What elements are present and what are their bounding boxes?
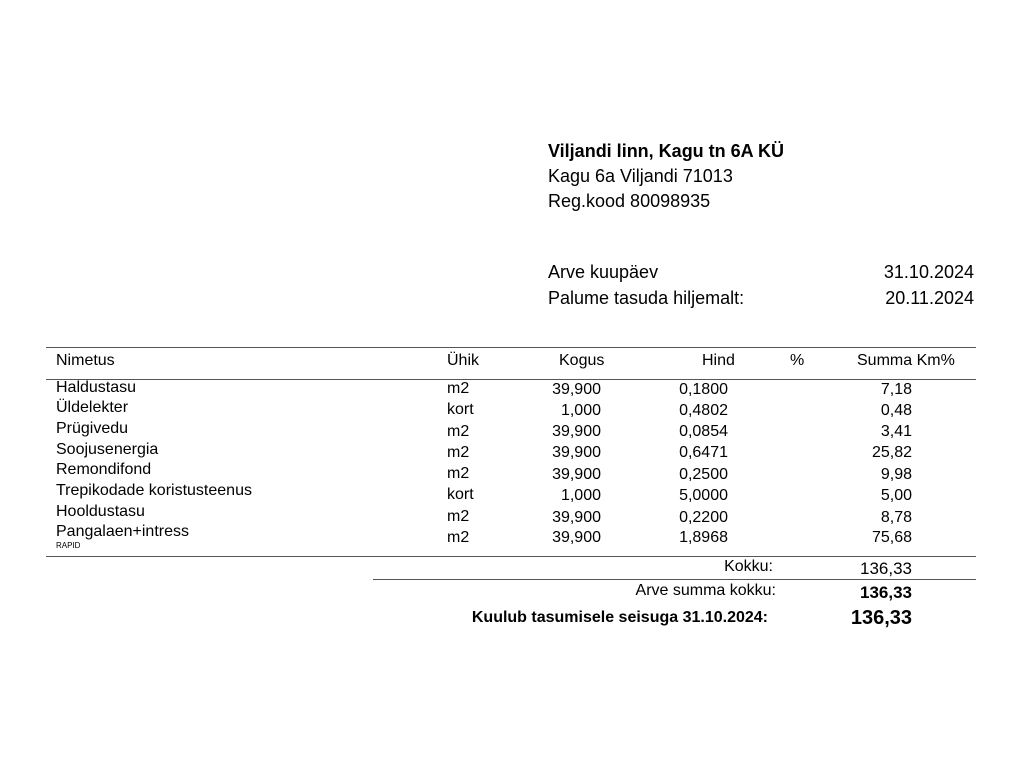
- row-sum: 8,78: [880, 509, 912, 526]
- row-price: 0,6471: [679, 444, 728, 461]
- column-header-price: Hind: [702, 352, 735, 369]
- invoice-date-value: 31.10.2024: [883, 262, 974, 282]
- subtotal-label: Kokku:: [724, 558, 773, 575]
- row-name: Haldustasu: [56, 379, 137, 396]
- invoice-total-label: Arve summa kokku:: [635, 582, 776, 599]
- company-reg-code: Reg.kood 80098935: [548, 191, 711, 211]
- row-price: 0,2200: [679, 509, 728, 526]
- table-items-divider: [46, 556, 976, 557]
- row-price: 0,1800: [679, 381, 728, 398]
- row-name: Prügivedu: [56, 420, 129, 437]
- invoice-due-value: 20.11.2024: [885, 288, 974, 308]
- column-header-percent: %: [790, 352, 805, 369]
- row-price: 1,8968: [679, 529, 728, 546]
- company-name: Viljandi linn, Kagu tn 6A KÜ: [548, 141, 785, 161]
- column-header-quantity: Kogus: [559, 352, 605, 369]
- row-unit: kort: [447, 401, 474, 418]
- row-sum: 9,98: [880, 466, 912, 483]
- column-header-unit: Ühik: [447, 352, 480, 369]
- row-quantity: 1,000: [560, 402, 601, 419]
- row-price: 0,0854: [679, 423, 728, 440]
- row-quantity: 39,900: [552, 444, 601, 461]
- row-sum: 0,48: [880, 402, 912, 419]
- row-name: Remondifond: [56, 461, 152, 478]
- row-price: 0,2500: [679, 466, 728, 483]
- row-unit: m2: [447, 444, 470, 461]
- row-unit: m2: [447, 508, 470, 525]
- row-name: Soojusenergia: [56, 441, 159, 458]
- row-name: Pangalaen+intress: [56, 523, 189, 540]
- amount-due-value: 136,33: [850, 607, 912, 629]
- row-sum: 75,68: [871, 529, 912, 546]
- row-sum: 5,00: [880, 487, 912, 504]
- row-quantity: 39,900: [552, 529, 601, 546]
- row-sum: 3,41: [880, 423, 912, 440]
- row-quantity: 39,900: [552, 423, 601, 440]
- amount-due-label: Kuulub tasumisele seisuga 31.10.2024:: [471, 609, 768, 626]
- invoice-due-label: Palume tasuda hiljemalt:: [548, 288, 745, 308]
- row-unit: m2: [447, 423, 470, 440]
- subtotal-value: 136,33: [860, 559, 912, 578]
- row-unit: m2: [447, 380, 470, 397]
- row-sum: 7,18: [880, 381, 912, 398]
- invoice-date-label: Arve kuupäev: [548, 262, 659, 282]
- row-quantity: 39,900: [552, 466, 601, 483]
- row-name: Trepikodade koristusteenus: [56, 482, 252, 499]
- column-header-sum: Summa Km%: [857, 352, 955, 369]
- row-price: 5,0000: [679, 487, 728, 504]
- row-subtext: RAPID: [56, 541, 81, 550]
- table-top-divider: [46, 347, 976, 348]
- table-total-divider: [373, 579, 976, 580]
- row-quantity: 1,000: [560, 487, 601, 504]
- row-unit: kort: [447, 486, 474, 503]
- row-unit: m2: [447, 465, 470, 482]
- row-name: Hooldustasu: [56, 503, 145, 520]
- row-quantity: 39,900: [552, 381, 601, 398]
- row-unit: m2: [447, 529, 470, 546]
- row-price: 0,4802: [679, 402, 728, 419]
- row-quantity: 39,900: [552, 509, 601, 526]
- company-address: Kagu 6a Viljandi 71013: [548, 166, 733, 186]
- row-name: Üldelekter: [56, 399, 129, 416]
- invoice-total-value: 136,33: [860, 583, 912, 602]
- table-header-divider: [46, 379, 976, 380]
- column-header-name: Nimetus: [56, 352, 115, 369]
- row-sum: 25,82: [871, 444, 912, 461]
